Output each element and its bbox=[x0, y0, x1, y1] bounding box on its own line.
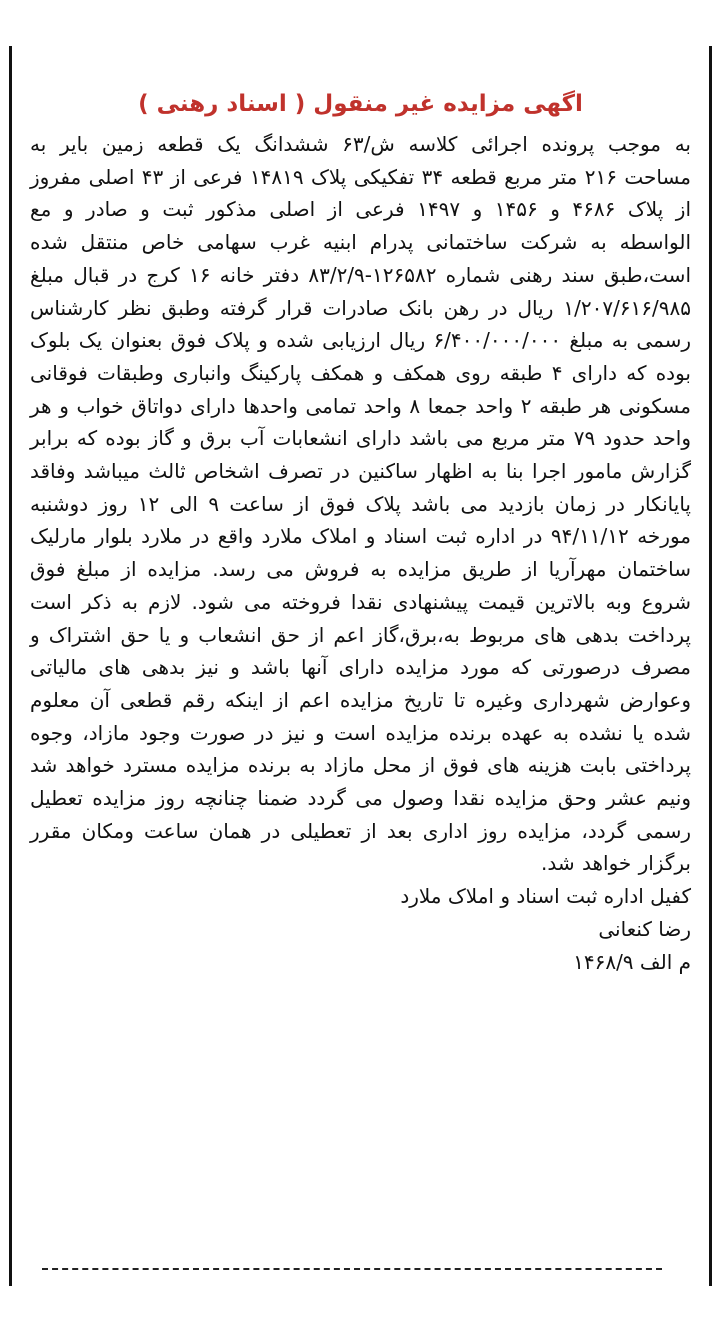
signature-reference: م الف ۱۴۶۸/۹ bbox=[573, 949, 691, 974]
signature-office: کفیل اداره ثبت اسناد و املاک ملارد bbox=[400, 884, 691, 909]
notice-title: اگهی مزایده غیر منقول ( اسناد رهنی ) bbox=[138, 91, 583, 117]
notice-body: به موجب پرونده اجرائی کلاسه ش/۶۳ ششدانگ یک قطعه زمین بایر به مساحت ۲۱۶ متر مربع قطعه ۳۴ تفکیکی پلاک ۱۴۸۱۹ فرعی از ۴۳ اصلی مفروز از پلاک ۴۶۸۶ و ۱۴۵۶ و ۱۴۹۷ فرعی از اصلی مذکور ثبت و صادر و مع الواسطه به شرکت ساختمانی پدرام ابنیه غرب سهامی خاص منتقل شده است،طبق سند رهنی شماره ۱۲۶۵۸۲-۸۳/۲/۹ دفتر خانه ۱۶ کرج در قبال مبلغ ۱/۲۰۷/۶۱۶/۹۸۵ ریال در رهن بانک صادرات قرار گرفته وطبق نظر کارشناس رسمی به مبلغ ۶/۴۰۰/۰۰۰/۰۰۰ ریال ارزیابی شده و پلاک فوق بعنوان یک بلوک بوده که دارای ۴ طبقه روی همکف و همکف پارکینگ وانباری وطبقات فوقانی مسکونی هر طبقه ۲ واحد جمعا ۸ واحد تمامی واحدها دارای دواتاق خواب و هر واحد حدود ۷۹ متر مربع می باشد دارای انشعابات آب برق و گاز بوده که برابر گزارش مامور اجرا بنا به اظهار ساکنین در تصرف اشخاص ثالث میباشد وفاقد پایانکار در زمان بازدید می باشد پلاک فوق از ساعت ۹ الی ۱۲ روز دوشنبه مورخه ۹۴/۱۱/۱۲ در اداره ثبت اسناد و املاک ملارد واقع در ملارد بلوار مارلیک ساختمان مهرآریا از طریق مزایده به فروش می رسد. مزایده از مبلغ فوق شروع وبه بالاترین قیمت پیشنهادی نقدا فروخته می شود. لازم به ذکر است پرداخت بدهی های مربوط به،برق،گاز اعم از حق انشعاب و یا حق اشتراک و مصرف درصورتی که مورد مزایده دارای آنها باشد و نیز بدهی های مالیاتی وعوارض شهرداری وغیره تا تاریخ مزایده اعم از اینکه رقم قطعی آن معلوم شده یا نشده به عهده برنده مزایده است و نیز در صورت وجود مازاد، وجوه پرداختی بابت هزینه های فوق از محل مازاد به برنده مزایده مسترد خواهد شد ونیم عشر وحق مزایده نقدا وصول می گردد ضمنا چنانچه روز مزایده تعطیل رسمی گردد، مزایده روز اداری بعد از تعطیلی در همان ساعت ومکان مقرر برگزار خواهد شد. bbox=[30, 132, 692, 876]
bottom-dashed-divider bbox=[42, 1268, 662, 1270]
frame-left-border bbox=[9, 46, 12, 1286]
auction-notice bbox=[30, 82, 691, 978]
frame-right-border bbox=[709, 46, 712, 1286]
signature-name: رضا کنعانی bbox=[598, 916, 691, 941]
notice-signature bbox=[30, 880, 691, 978]
